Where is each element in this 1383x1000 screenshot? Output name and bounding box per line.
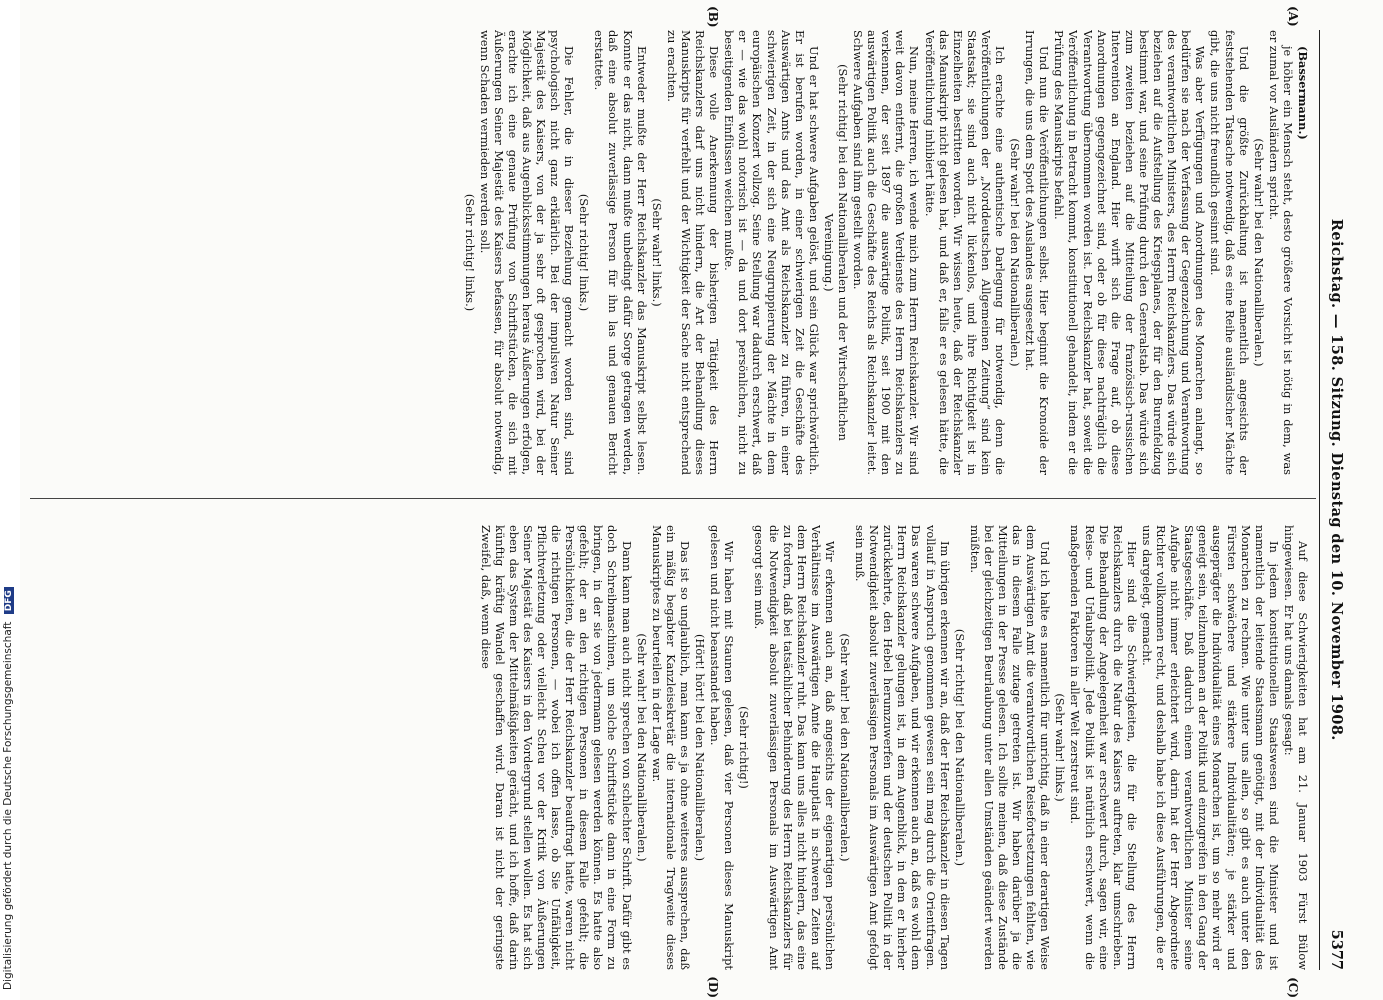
paragraph: Wir haben mit Staunen gelesen, daß vier Personen dieses Manuskript gelesen und nicht beanstandet haben. bbox=[708, 525, 737, 970]
paragraph: Im übrigen erkennen wir an, daß der Herr Reichskanzler in diesen Tagen vollauf in Anspruch genommen gewesen sein mag durch die Orientfragen. Das waren schwere Aufgaben, und wir erkennen auch an, daß es wohl dem Herrn Reichskanzler gelungen ist, in dem Augenblick, in dem er hierher zurückkehrte, den Hebel herumzuwerfen und der deutschen Politik in der Notwendigkeit absolut zuverlässigen Personals im Auswärtigen Amt gefolgt sein muß. bbox=[853, 525, 952, 970]
paragraph: Dann kann man auch nicht sprechen von schlechter Schrift. Dafür gibt es doch Schreibmaschinen, um solche Schriftstücke dann in eine Form zu bringen, in der sie von jedermann gelesen werden können. Es hatte also gefehlt; der an den richtigen Personen in diesem Falle gefehlt; die Persönlichkeiten, die der Herr Reichskanzler beauftragt hatte, waren nicht die richtigen Personen, — wobei ich offen lasse, ob Sie Unfähigkeit, Pflichtverletzung oder vielleicht Scheu vor der Kritik von Äußerungen Seiner Majestät des Kaisers in den Vordergrund stellen wollen. Es hat sich eben das System der Mittelmäßigkeiten gerächt, und ich hoffe, daß darin künftig kräftig Wandel geschaffen wird. Daran ist nicht der geringste Zweifel, daß, wenn diese bbox=[478, 525, 634, 970]
page-header bbox=[1324, 30, 1348, 970]
paragraph: Die Fehler, die in dieser Beziehung gemacht worden sind, sind psychologisch nicht ganz erklärlich. Bei der impulsiven Natur Seiner Majestät des Kaisers, von der ja sehr oft gesprochen wird, bei der Möglichkeit, daß aus Augenblicksstimmungen heraus Äußerungen erfolgen, erachte ich eine genaue Prüfung von Schriftstücken, die sich mit Äußerungen Seiner Majestät des Kaisers befassen, für absolut notwendig, wenn Schaden vermieden werden soll. bbox=[477, 30, 577, 475]
paragraph: Das ist so unglaublich, man kann es ja ohne weiteres aussprechen, daß ein mäßig begabter Kanzleisekretär die internationale Tragweite dieses Manuskriptes zu beurteilen in der Lage war. bbox=[649, 525, 692, 970]
speaker-name: (Bassermann.) bbox=[1296, 46, 1310, 140]
page-number: 5377 bbox=[1328, 929, 1346, 970]
left-column bbox=[34, 30, 1310, 475]
paragraph: Ich erachte eine authentische Darlegung für notwendig, denn die Veröffentlichungen der „Norddeutschen Allgemeinen Zeitung“ sind kein Staatsakt; sie sind auch nicht lückenlos, und ihre Richtigkeit ist in Einzelheiten bestritten worden. Wir wissen heute, daß der Reichskanzler das Manuskript nicht gelesen hat, und daß er, falls er es gelesen hätte, die Veröffentlichung inhibiert hätte. bbox=[922, 30, 1008, 475]
credit-text: Digitalisierung gefördert durch die Deutsche Forschungsgemeinschaft bbox=[2, 621, 14, 990]
rotated-page bbox=[20, 0, 1360, 1000]
paragraph: (Sehr richtig! links.) bbox=[462, 193, 477, 312]
paragraph: je höher ein Mensch steht, desto größere Vorsicht ist nötig in dem, was er zumal vor Ausländern spricht. bbox=[1266, 30, 1295, 475]
paragraph: Diese volle Anerkennung der bisherigen Tätigkeit des Herrn Reichskanzlers darf uns nicht hindern, die Art der Behandlung dieses Manuskripts für verfehlt und der Wichtigkeit der Sache nicht entsprechend zu erachten. bbox=[664, 30, 722, 475]
paragraph: (Sehr richtig!) bbox=[737, 706, 752, 789]
paragraph: Hier sind die Schwierigkeiten, die für die Stellung des Herrn Reichskanzlers durch die Natur des Kaisers auftreten, klar umschrieben. Die Behandlung der Angelegenheit war erschwert durch, sagen wir, eine Reise- und Urlaubspolitik. Jede Politik ist natürlich erschwert, wenn die maßgebenden Faktoren in aller Welt zerstreut sind. bbox=[1068, 525, 1139, 970]
margin-marker-d: (D) bbox=[706, 976, 720, 998]
paragraph: (Sehr wahr! bei den Nationalliberalen.) bbox=[634, 633, 649, 862]
margin-marker-c: (C) bbox=[1286, 977, 1300, 998]
paragraph: Nun, meine Herren, ich wende mich zum Herrn Reichskanzler. Wir sind weit davon entfernt, die großen Verdienste des Herrn Reichskanzlers zu verkennen, der seit 1897 die auswärtige Politik, seit 1900 mit den auswärtigen Politik auch die Geschäfte des Reichs als Reichskanzler leitet. Schwere Aufgaben sind ihm gestellt worden. bbox=[851, 30, 922, 475]
sidebar-credit bbox=[2, 587, 14, 990]
paragraph: (Sehr richtig! links.) bbox=[577, 193, 592, 312]
header-rule bbox=[1319, 30, 1320, 970]
margin-marker-b: (B) bbox=[706, 6, 720, 28]
dfg-logo: DFG bbox=[4, 587, 14, 614]
column-divider bbox=[30, 498, 1316, 499]
margin-marker-a: (A) bbox=[1286, 6, 1300, 27]
header-title: Reichstag. — 158. Sitzung. Dienstag den 10. November 1908. bbox=[1328, 218, 1346, 741]
paragraph: (Sehr richtig! bei den Nationalliberalen und der Wirtschaftlichen Vereinigung.) bbox=[821, 64, 850, 441]
paragraph: Was aber Verfügungen und Anordnungen des Monarchen anlangt, so bedürfen sie nach der Verfassung der Gegenzeichnung und Verantwortung des verantwortlichen Ministers, des Herrn Reichskanzlers. Das würde sich beziehen auf die Aufstellung des Kriegsplanes, der für den Burenfeldzug bestimmt war, und seine Prüfung durch den Generalstab. Das würde sich zum zweiten beziehen auf die Mitteilung der französisch-russischen Intervention an England. Hier wirft sich die Frage auf, ob diese Anordnungen gegengezeichnet sind, oder ob für diese nachträglich die Verantwortung übernommen worden ist. Der Reichskanzler hat, soweit die Veröffentlichung in Betracht kommt, konstitutionell gehandelt, indem er die Prüfung des Manuskripts befahl. bbox=[1052, 30, 1208, 475]
paragraph: (Sehr wahr! bei den Nationalliberalen.) bbox=[1251, 138, 1266, 367]
paragraph: (Hört! hört! bei den Nationalliberalen.) bbox=[693, 633, 708, 862]
paragraph: Und er hat schwere Aufgaben gelöst, und sein Glück war sprichwörtlich. Er ist berufen worden, in einer schwierigen Zeit die Geschäfte des Auswärtigen Amts und das Amt als Reichskanzler zu führen, in einer schwierigen Zeit, in der sich eine Neugruppierung der Mächte in dem europäischen Konzert vollzog. Seine Stellung war dadurch erschwert, daß er — wie das wohl notorisch ist — da und dort persönlichen, nicht zu beseitigenden Einflüssen weichen mußte. bbox=[722, 30, 821, 475]
paragraph: Auf diese Schwierigkeiten hat am 21. Januar 1903 Fürst Bülow hingewiesen. Er hat uns damals gesagt: bbox=[1281, 525, 1310, 970]
digitization-sidebar bbox=[0, 0, 20, 1000]
paragraph: (Sehr wahr! bei den Nationalliberalen.) bbox=[1008, 138, 1023, 367]
paragraph: In jedem konstitutionellen Staatswesen sind die Minister und ist namentlich der leitende Staatsmann genötigt, mit der Individualität des Monarchen zu rechnen. Wie unter uns allen, so gibt es auch unter den Fürsten schwächere und stärkere Individualitäten; je stärker und ausgeprägter die Individualität eines Monarchen ist, um so mehr wird er geneigt sein, teilzunehmen an der Politik und einzugreifen in den Gang der Staatsgeschäfte. Daß dadurch einem verantwortlichen Minister seine Aufgabe nicht immer erleichtert wird, darin hat der Herr Abgeordnete Richter vollkommen recht, und deshalb habe ich diese Ausführungen, die er uns dargelegt, gemacht. bbox=[1139, 525, 1281, 970]
paragraph: (Sehr wahr! links.) bbox=[1053, 693, 1068, 802]
paragraph: (Sehr richtig! bei den Nationalliberalen.) bbox=[952, 628, 967, 867]
paragraph: (Sehr wahr! bei den Nationalliberalen.) bbox=[838, 633, 852, 862]
scanned-sheet bbox=[20, 0, 1383, 1000]
paragraph: Wir erkennen auch an, daß angesichts der eigenartigen persönlichen Verhältnisse im Auswärtigen Amte die Hauptlast in schweren Zeiten auf dem Herrn Reichskanzler ruht. Das kann uns alles nicht hindern, das eine zu fordern, daß bei tatsächlicher Behinderung des Herrn Reichskanzlers für die Notwendigkeit absolut zuverlässigen Personals im Auswärtigen Amt gesorgt sein muß. bbox=[752, 525, 837, 970]
paragraph: Und die größte Zurückhaltung ist namentlich angesichts der feststehenden Tatsache notwendig, daß es eine Reihe ausländischer Mächte gibt, die uns nicht freundlich gesinnt sind. bbox=[1208, 30, 1251, 475]
paragraph: (Sehr wahr! links.) bbox=[649, 198, 664, 307]
paragraph: Und ich halte es namentlich für unrichtig, daß in einer derartigen Weise dem Auswärtigen Amt die verantwortlichen Reisefortsetzungen fehlten, wie das in diesem Falle zutage getreten ist. Wir haben darüber ja die Mitteilungen in der Presse gelesen. Ich sollte meinen, daß diese Zustände bei der gleichzeitigen Beurlaubung unter allen Umständen geändert werden müßten. bbox=[967, 525, 1053, 970]
paragraph: Und nun die Veröffentlichungen selbst. Hier beginnt die Kronoide der Irrungen, die uns dem Spott des Auslandes ausgesetzt hat. bbox=[1023, 30, 1052, 475]
right-column bbox=[34, 525, 1310, 970]
paragraph: Entweder mußte der Herr Reichskanzler das Manuskript selbst lesen. Konnte er das nicht, dann mußte unbedingt dafür Sorge getragen werden, daß eine absolut zuverlässige Person für ihn las und genauen Bericht erstattete. bbox=[592, 30, 649, 475]
